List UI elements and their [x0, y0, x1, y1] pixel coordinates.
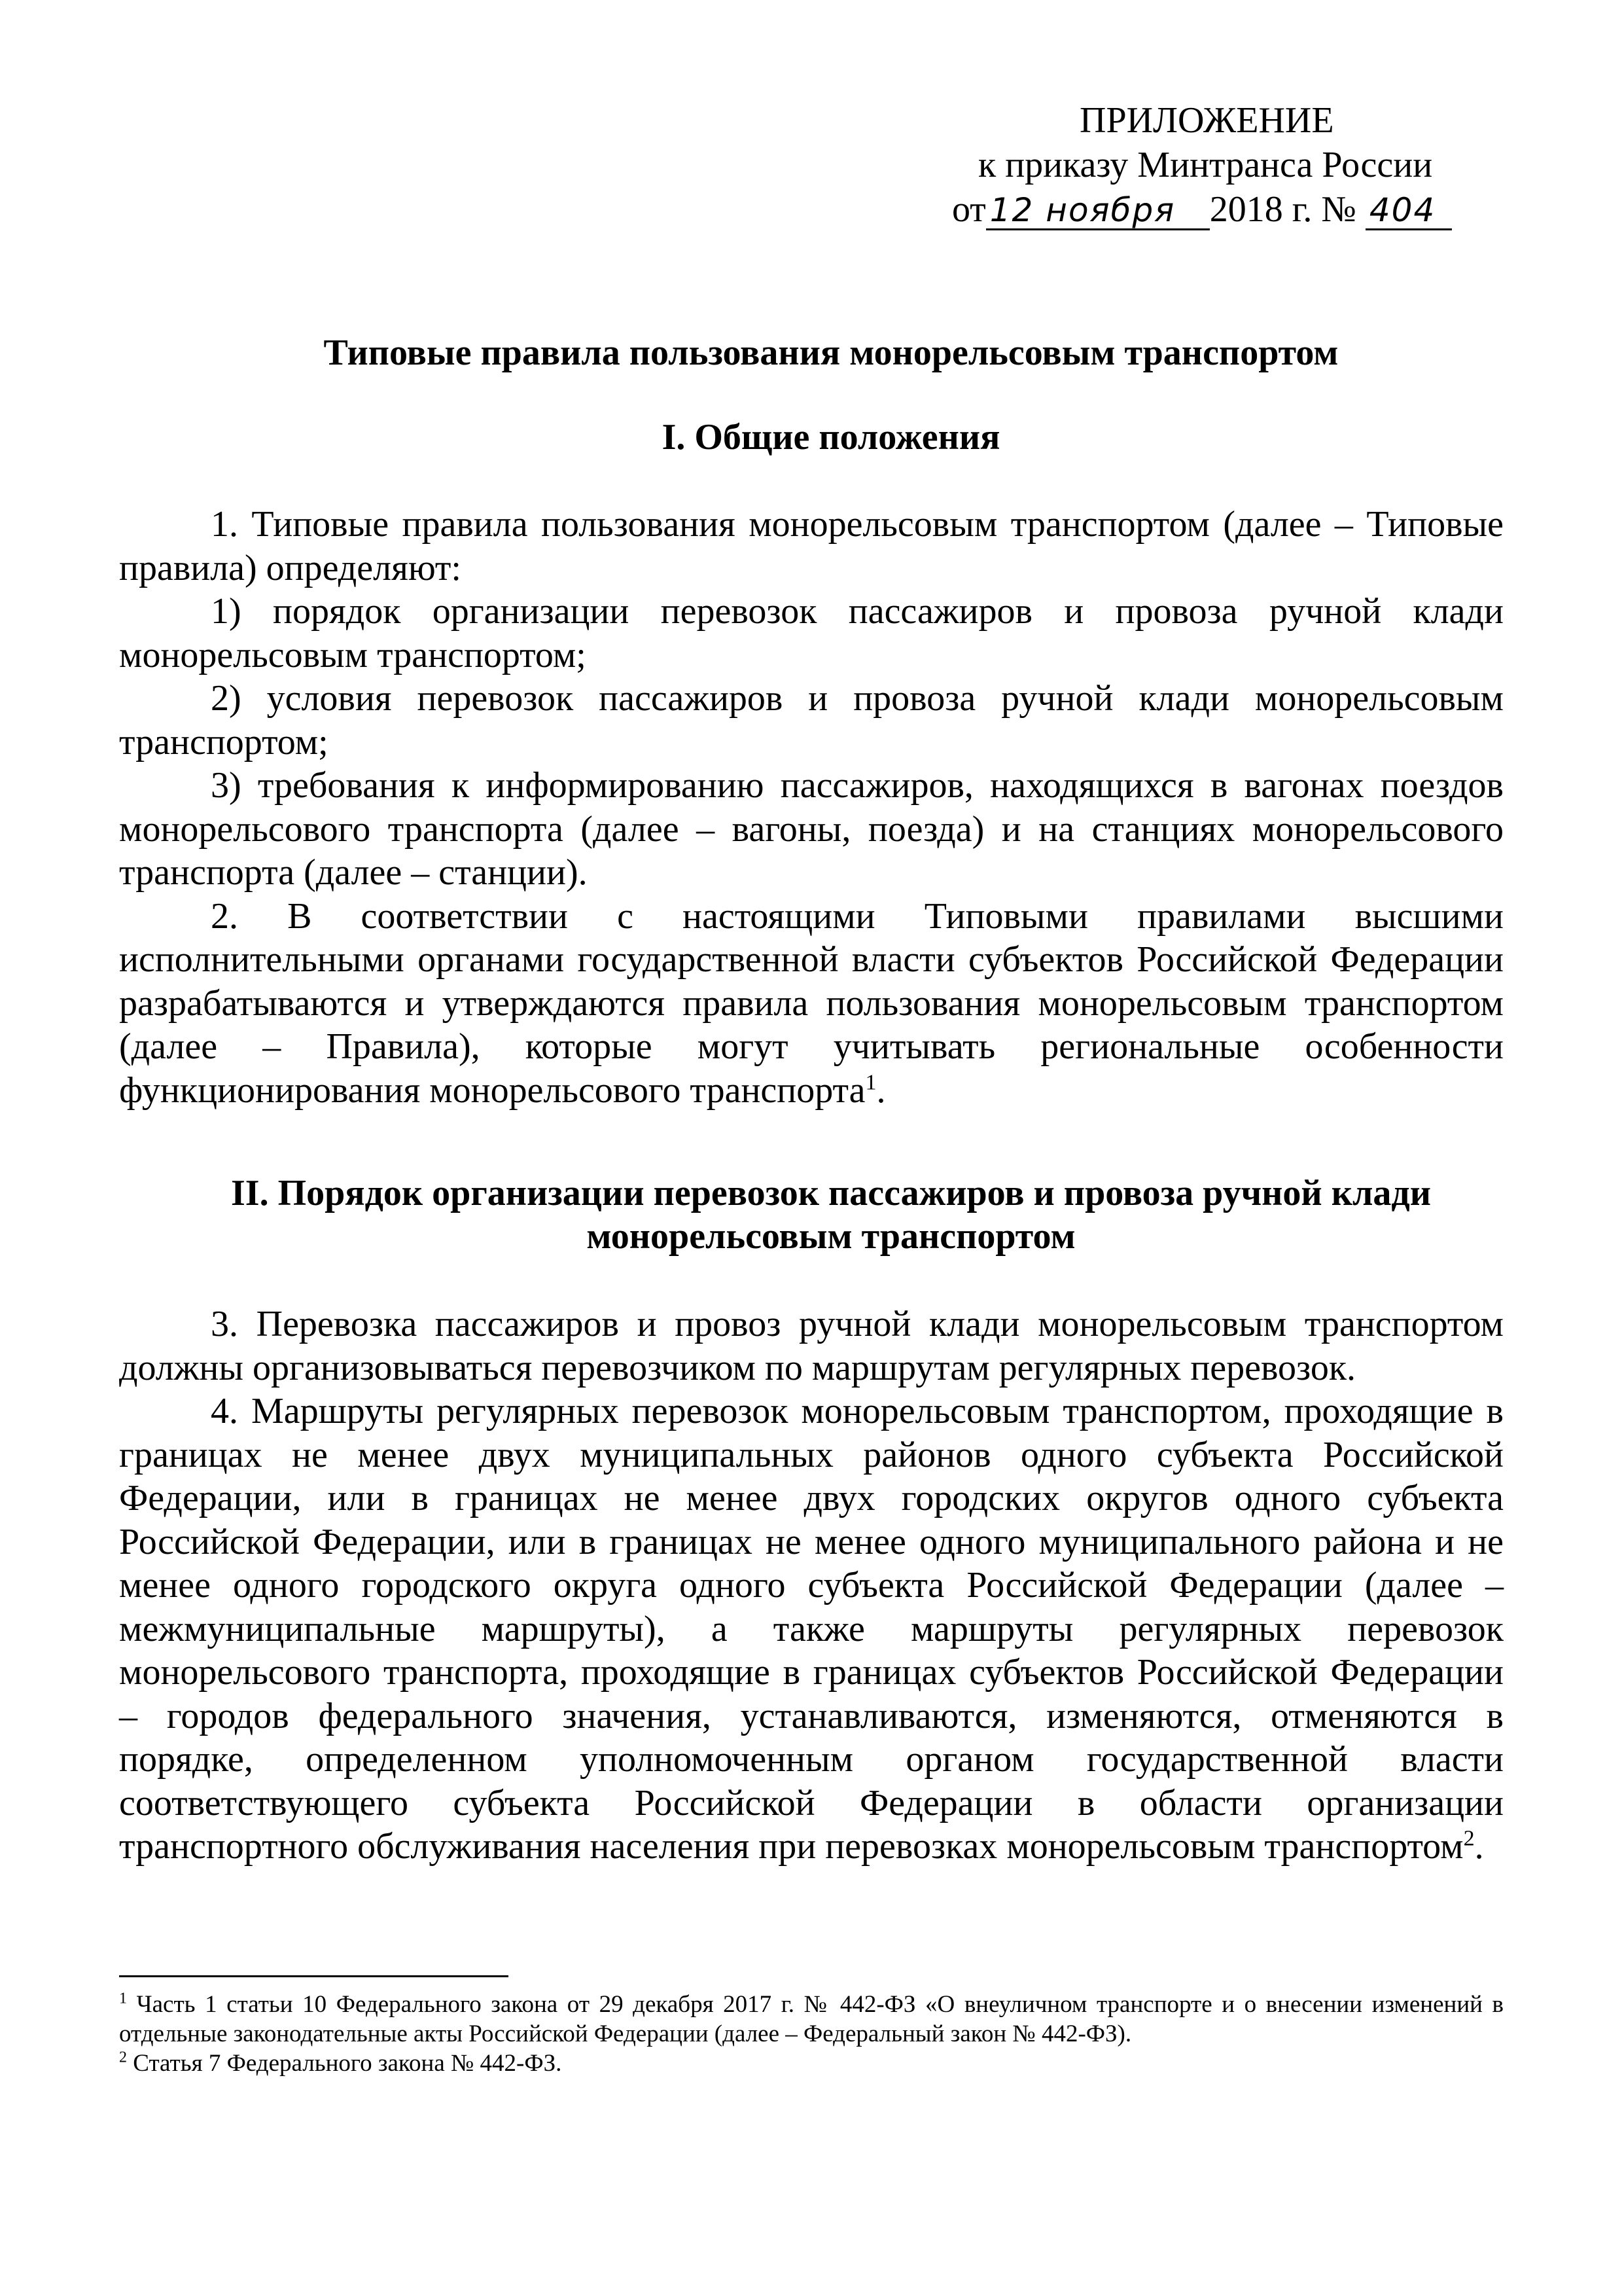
section-2-body	[119, 1302, 1504, 1869]
section-2-title	[131, 1172, 1531, 1258]
paragraph-1: 1. Типовые правила пользования монорельсовым транспортом (далее – Типовые правила) определяют:	[119, 504, 1504, 588]
appendix-date-line	[916, 187, 1505, 232]
section-1-title: I. Общие положения	[662, 417, 1000, 457]
paragraph-2-text: 2. В соответствии с настоящими Типовыми правилами высшими исполнительными органами государственной власти субъектов Российской Федерации разрабатываются и утверждаются правила пользования монорельсовым транспортом (далее – Правила), которые могут учитывать региональные особенности функционирования монорельсового транспорта	[119, 895, 1504, 1111]
section-2-title-line-2: монорельсовым транспортом	[586, 1216, 1076, 1257]
footnote-2-mark: 2	[119, 2049, 127, 2066]
footnote-1-text: Часть 1 статьи 10 Федерального закона от 29 декабря 2017 г. № 442-ФЗ «О внеуличном транспорте и о внесении изменений в отдельные законодательные акты Российской Федерации (далее – Федеральный закон № 442-ФЗ).	[119, 1991, 1504, 2047]
order-year: 2018 г. №	[1209, 189, 1356, 230]
paragraph-2	[119, 895, 1504, 1113]
paragraph-2-end: .	[876, 1069, 886, 1111]
paragraph-4-text: 4. Маршруты регулярных перевозок монорельсовым транспортом, проходящие в границах не менее двух муниципальных районов одного субъекта Российской Федерации, или в границах не менее двух городских округов одного субъекта Российской Федерации, или в границах не менее одного муниципального района и не менее одного городского округа одного субъекта Российской Федерации (далее – межмуниципальные маршруты), а также маршруты регулярных перевозок монорельсового транспорта, проходящие в границах субъектов Российской Федерации – городов федерального значения, устанавливаются, изменяются, отменяются в порядке, определенном уполномоченным органом государственной власти соответствующего субъекта Российской Федерации в области организации транспортного обслуживания населения при перевозках монорельсовым транспортом	[119, 1391, 1504, 1867]
paragraph-1-item-3: 3) требования к информированию пассажиров, находящихся в вагонах поездов монорельсового транспорта (далее – вагоны, поезда) и на станциях монорельсового транспорта (далее – станции).	[119, 765, 1504, 893]
footnote-2	[119, 2049, 1504, 2078]
footnote-1-mark: 1	[119, 1990, 127, 2007]
appendix-header	[916, 98, 1505, 232]
paragraph-1-item-2: 2) условия перевозок пассажиров и провоза ручной клади монорельсовым транспортом;	[119, 678, 1504, 762]
footnote-ref-2: 2	[1463, 1826, 1475, 1851]
section-1-body	[119, 503, 1504, 1112]
footnote-ref-1: 1	[865, 1069, 877, 1094]
footnote-1	[119, 1990, 1504, 2049]
paragraph-4-end: .	[1474, 1826, 1484, 1867]
paragraph-4	[119, 1390, 1504, 1869]
document-title: Типовые правила пользования монорельсовым транспортом	[323, 332, 1339, 373]
handwritten-order-number: 404	[1366, 192, 1452, 230]
paragraph-3: 3. Перевозка пассажиров и провоз ручной клади монорельсовым транспортом должны организовываться перевозчиком по маршрутам регулярных перевозок.	[119, 1304, 1504, 1388]
paragraph-1-item-1: 1) порядок организации перевозок пассажиров и провоза ручной клади монорельсовым транспортом;	[119, 591, 1504, 675]
date-prefix: от	[952, 189, 986, 230]
appendix-title: ПРИЛОЖЕНИЕ	[1080, 100, 1334, 141]
handwritten-date: 12 ноября	[986, 192, 1210, 230]
footnote-divider	[119, 1975, 508, 1977]
section-2-title-line-1: II. Порядок организации перевозок пассажиров и провоза ручной клади	[231, 1173, 1431, 1213]
footnotes	[119, 1990, 1504, 2078]
appendix-order-reference: к приказу Минтранса России	[978, 145, 1433, 185]
footnote-2-text: Статья 7 Федерального закона № 442-ФЗ.	[127, 2050, 562, 2077]
